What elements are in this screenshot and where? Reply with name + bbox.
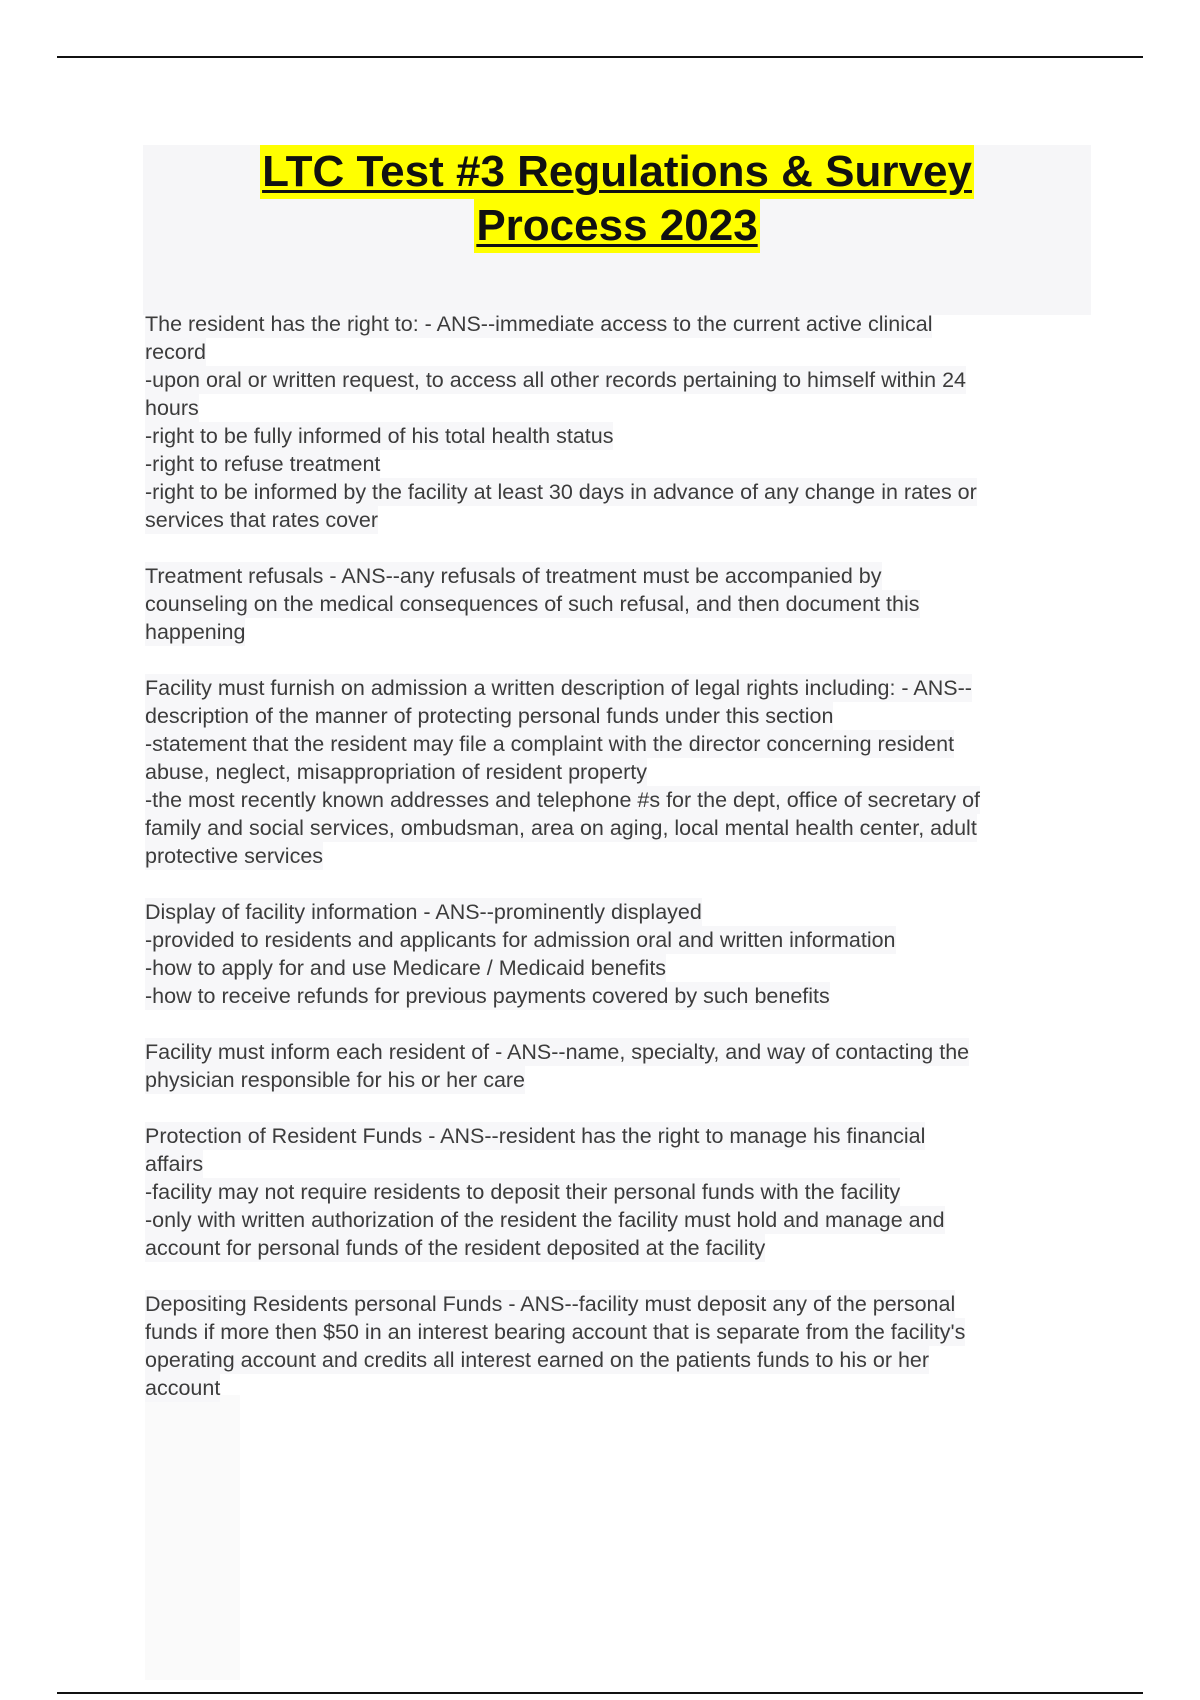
qa-line: -facility may not require residents to deposit their personal funds with the facility — [145, 1180, 901, 1204]
qa-line: -only with written authorization of the resident the facility must hold and manage and — [145, 1208, 945, 1232]
qa-line: -upon oral or written request, to access all other records pertaining to himself within 24 — [145, 368, 966, 392]
qa-line: record — [145, 340, 206, 364]
qa-line: -right to refuse treatment — [145, 452, 381, 476]
qa-line: Facility must furnish on admission a written description of legal rights including: - ANS-- — [145, 676, 972, 700]
qa-line: -the most recently known addresses and telephone #s for the dept, office of secretary of — [145, 788, 980, 812]
qa-section — [145, 1038, 1095, 1094]
qa-line: Depositing Residents personal Funds - ANS--facility must deposit any of the personal — [145, 1292, 956, 1316]
qa-line: happening — [145, 620, 246, 644]
title-block — [143, 145, 1091, 315]
bottom-rule — [57, 1692, 1143, 1694]
qa-line: description of the manner of protecting personal funds under this section — [145, 704, 834, 728]
qa-line: account for personal funds of the resident deposited at the facility — [145, 1236, 766, 1260]
qa-line: -statement that the resident may file a complaint with the director concerning resident — [145, 732, 955, 756]
qa-line: hours — [145, 396, 199, 420]
document-body — [145, 310, 1095, 1430]
decorative-band — [145, 1395, 240, 1680]
qa-line: services that rates cover — [145, 508, 379, 532]
title-line-2: Process 2023 — [474, 199, 759, 253]
qa-section — [145, 898, 1095, 1010]
qa-line: Facility must inform each resident of - ANS--name, specialty, and way of contacting the — [145, 1040, 970, 1064]
qa-line: Protection of Resident Funds - ANS--resident has the right to manage his financial — [145, 1124, 926, 1148]
qa-line: -how to receive refunds for previous payments covered by such benefits — [145, 984, 830, 1008]
qa-line: -right to be fully informed of his total health status — [145, 424, 614, 448]
qa-line: -how to apply for and use Medicare / Medicaid benefits — [145, 956, 667, 980]
qa-line: account — [145, 1376, 221, 1400]
qa-line: Display of facility information - ANS--prominently displayed — [145, 900, 702, 924]
qa-section — [145, 674, 1095, 870]
qa-line: protective services — [145, 844, 324, 868]
qa-line: -provided to residents and applicants for admission oral and written information — [145, 928, 896, 952]
qa-section — [145, 1122, 1095, 1262]
qa-line: -right to be informed by the facility at least 30 days in advance of any change in rates or — [145, 480, 977, 504]
qa-line: abuse, neglect, misappropriation of resident property — [145, 760, 647, 784]
qa-line: counseling on the medical consequences of such refusal, and then document this — [145, 592, 920, 616]
qa-line: operating account and credits all interest earned on the patients funds to his or her — [145, 1348, 930, 1372]
qa-line: affairs — [145, 1152, 204, 1176]
qa-line: family and social services, ombudsman, area on aging, local mental health center, adult — [145, 816, 977, 840]
title-line-1: LTC Test #3 Regulations & Survey — [260, 145, 974, 199]
top-rule — [57, 56, 1143, 58]
qa-section — [145, 310, 1095, 534]
qa-section — [145, 562, 1095, 646]
document-title — [143, 145, 1091, 253]
qa-line: Treatment refusals - ANS--any refusals of treatment must be accompanied by — [145, 564, 882, 588]
qa-line: physician responsible for his or her care — [145, 1068, 526, 1092]
qa-line: The resident has the right to: - ANS--immediate access to the current active clinical — [145, 312, 933, 336]
qa-line: funds if more then $50 in an interest bearing account that is separate from the facility's — [145, 1320, 966, 1344]
qa-section — [145, 1290, 1095, 1402]
